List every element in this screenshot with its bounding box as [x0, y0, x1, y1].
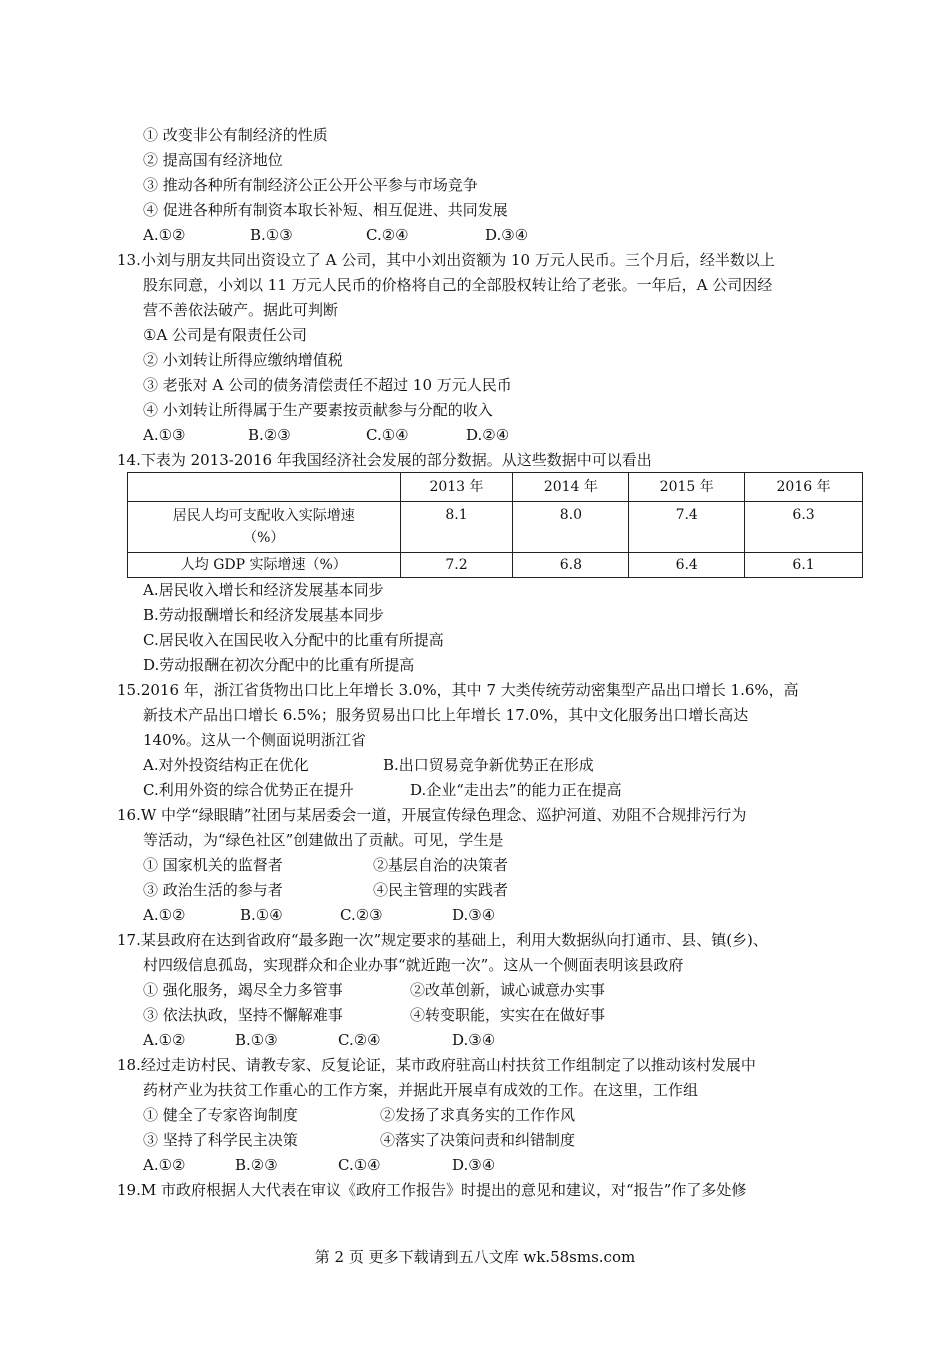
table-cell: 8.1	[400, 502, 513, 553]
q15-option-c: C.利用外资的综合优势正在提升	[143, 781, 354, 799]
q13-option-d: D.②④	[466, 426, 510, 444]
table-header-cell: 2013 年	[400, 473, 513, 502]
table-cell: 7.2	[400, 553, 513, 578]
q14-option-d: D.劳动报酬在初次分配中的比重有所提高	[143, 656, 415, 674]
q13-option-c: C.①④	[366, 426, 409, 444]
q13-item-1: ①A 公司是有限责任公司	[143, 326, 308, 344]
q16-item-3: ③ 政治生活的参与者	[143, 881, 283, 899]
q16-stem-line-2: 等活动，为“绿色社区”创建做出了贡献。可见，学生是	[143, 831, 504, 849]
q12-option-d: D.③④	[485, 226, 529, 244]
q17-item-3: ③ 依法执政，坚持不懈解难事	[143, 1006, 343, 1024]
q17-option-d: D.③④	[452, 1031, 496, 1049]
q13-item-3: ③ 老张对 A 公司的债务清偿责任不超过 10 万元人民币	[143, 376, 512, 394]
q17-stem-line-1: 17.某县政府在达到省政府“最多跑一次”规定要求的基础上，利用大数据纵向打通市、县、镇(乡)、	[117, 931, 768, 949]
table-cell: 6.8	[513, 553, 629, 578]
q18-option-a: A.①②	[143, 1156, 186, 1174]
q18-option-c: C.①④	[338, 1156, 381, 1174]
q12-item-1: ① 改变非公有制经济的性质	[143, 126, 328, 144]
q13-stem-line-3: 营不善依法破产。据此可判断	[143, 301, 339, 319]
q13-item-2: ② 小刘转让所得应缴纳增值税	[143, 351, 343, 369]
q16-item-1: ① 国家机关的监督者	[143, 856, 283, 874]
q19-stem-line-1: 19.M 市政府根据人大代表在审议《政府工作报告》时提出的意见和建议，对“报告”作了多处修	[117, 1181, 747, 1199]
q12-item-4: ④ 促进各种所有制资本取长补短、相互促进、共同发展	[143, 201, 508, 219]
table-header-row	[128, 473, 863, 502]
q14-option-c: C.居民收入在国民收入分配中的比重有所提高	[143, 631, 444, 649]
q13-stem-line-1: 13.小刘与朋友共同出资设立了 A 公司，其中小刘出资额为 10 万元人民币。三个月后，经半数以上	[117, 251, 775, 269]
q17-option-b: B.①③	[235, 1031, 278, 1049]
row-label-line-1: 居民人均可支配收入实际增速	[172, 508, 355, 524]
q14-option-a: A.居民收入增长和经济发展基本同步	[143, 581, 384, 599]
q16-item-2: ②基层自治的决策者	[373, 856, 509, 874]
q15-stem-line-3: 140%。这从一个侧面说明浙江省	[143, 731, 366, 749]
q12-item-2: ② 提高国有经济地位	[143, 151, 283, 169]
q16-option-c: C.②③	[340, 906, 383, 924]
q17-item-4: ④转变职能，实实在在做好事	[410, 1006, 606, 1024]
table-header-blank	[128, 473, 401, 502]
q13-option-a: A.①③	[143, 426, 186, 444]
q14-data-table	[127, 472, 863, 578]
table-cell: 6.3	[745, 502, 863, 553]
q17-item-1: ① 强化服务，竭尽全力多管事	[143, 981, 343, 999]
q18-option-b: B.②③	[235, 1156, 278, 1174]
q16-option-d: D.③④	[452, 906, 496, 924]
page-footer: 第 2 页 更多下载请到五八文库 wk.58sms.com	[314, 1248, 636, 1266]
q18-item-3: ③ 坚持了科学民主决策	[143, 1131, 298, 1149]
table-header-cell: 2015 年	[629, 473, 745, 502]
q13-option-b: B.②③	[248, 426, 291, 444]
q14-option-b: B.劳动报酬增长和经济发展基本同步	[143, 606, 384, 624]
q18-item-4: ④落实了决策问责和纠错制度	[380, 1131, 576, 1149]
table-header-cell: 2016 年	[745, 473, 863, 502]
q17-item-2: ②改革创新，诚心诚意办实事	[410, 981, 606, 999]
table-cell: 8.0	[513, 502, 629, 553]
table-row-label: 人均 GDP 实际增速（%）	[128, 553, 401, 578]
q18-option-d: D.③④	[452, 1156, 496, 1174]
q14-stem: 14.下表为 2013-2016 年我国经济社会发展的部分数据。从这些数据中可以看出	[117, 451, 652, 469]
q12-option-b: B.①③	[250, 226, 293, 244]
q13-stem-line-2: 股东同意，小刘以 11 万元人民币的价格将自己的全部股权转让给了老张。一年后，A 公司因经	[143, 276, 773, 294]
q17-stem-line-2: 村四级信息孤岛，实现群众和企业办事“就近跑一次”。这从一个侧面表明该县政府	[143, 956, 684, 974]
q15-option-a: A.对外投资结构正在优化	[143, 756, 309, 774]
q15-stem-line-1: 15.2016 年，浙江省货物出口比上年增长 3.0%，其中 7 大类传统劳动密集型产品出口增长 1.6%，高	[117, 681, 799, 699]
q15-option-d: D.企业“走出去”的能力正在提高	[410, 781, 622, 799]
table-header-cell: 2014 年	[513, 473, 629, 502]
row-label-line-2: （%）	[243, 530, 285, 546]
q16-stem-line-1: 16.W 中学“绿眼睛”社团与某居委会一道，开展宣传绿色理念、巡护河道、劝阻不合规排污行为	[117, 806, 747, 824]
q17-option-a: A.①②	[143, 1031, 186, 1049]
q16-option-a: A.①②	[143, 906, 186, 924]
q16-item-4: ④民主管理的实践者	[373, 881, 509, 899]
q13-item-4: ④ 小刘转让所得属于生产要素按贡献参与分配的收入	[143, 401, 493, 419]
table-cell: 7.4	[629, 502, 745, 553]
table-row	[128, 553, 863, 578]
q17-option-c: C.②④	[338, 1031, 381, 1049]
q18-item-1: ① 健全了专家咨询制度	[143, 1106, 298, 1124]
q15-stem-line-2: 新技术产品出口增长 6.5%；服务贸易出口比上年增长 17.0%，其中文化服务出口增长高达	[143, 706, 749, 724]
q12-option-a: A.①②	[143, 226, 186, 244]
table-cell: 6.1	[745, 553, 863, 578]
table-cell: 6.4	[629, 553, 745, 578]
q15-option-b: B.出口贸易竞争新优势正在形成	[383, 756, 594, 774]
table-row-label	[128, 502, 401, 553]
table-row	[128, 502, 863, 553]
q18-stem-line-2: 药材产业为扶贫工作重心的工作方案，并据此开展卓有成效的工作。在这里，工作组	[143, 1081, 699, 1099]
q12-option-c: C.②④	[366, 226, 409, 244]
q12-item-3: ③ 推动各种所有制经济公正公开公平参与市场竞争	[143, 176, 478, 194]
q16-option-b: B.①④	[240, 906, 283, 924]
q18-stem-line-1: 18.经过走访村民、请教专家、反复论证，某市政府驻高山村扶贫工作组制定了以推动该村发展中	[117, 1056, 756, 1074]
q18-item-2: ②发扬了求真务实的工作作风	[380, 1106, 576, 1124]
